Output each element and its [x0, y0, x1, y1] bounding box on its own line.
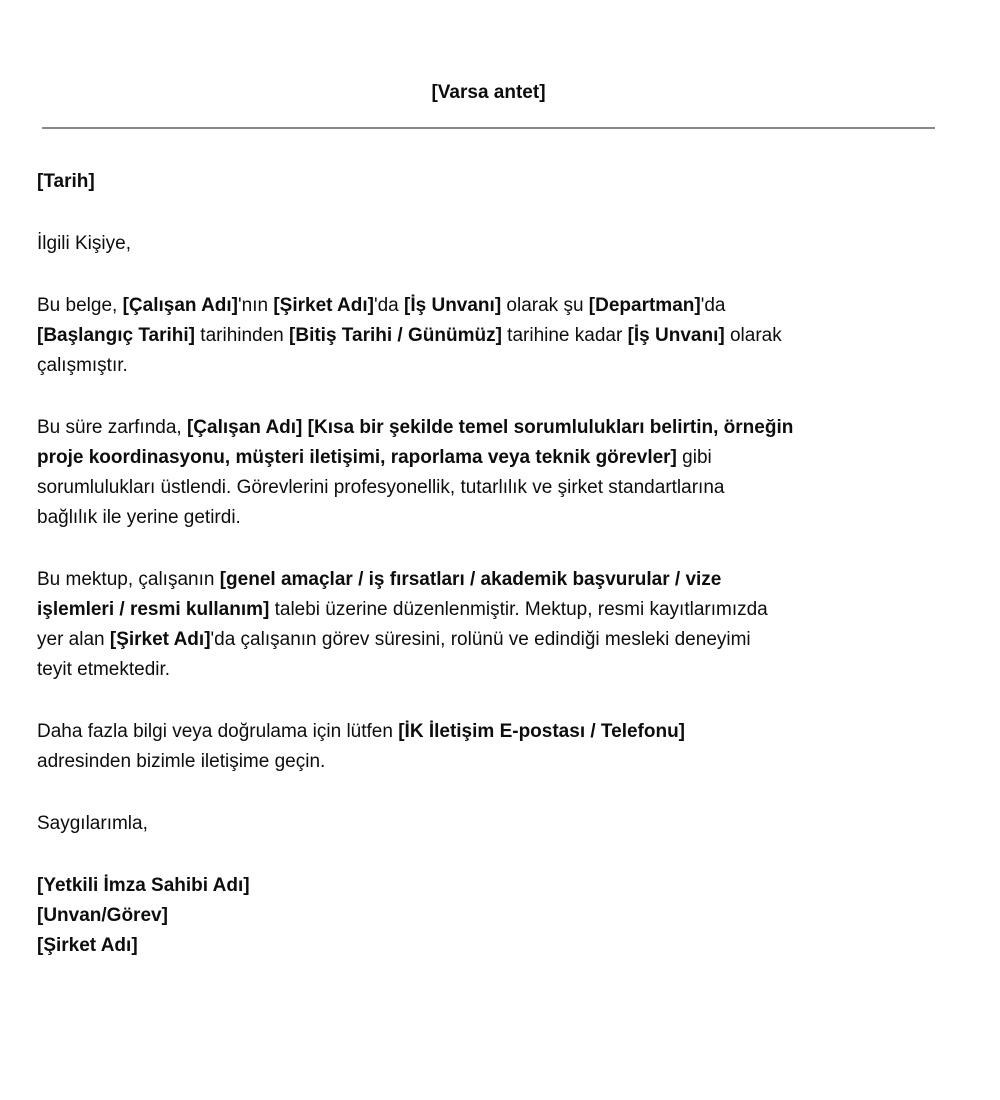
text-run: Bu süre zarfında,: [37, 417, 187, 438]
text-run: bağlılık ile yerine getirdi.: [37, 507, 241, 528]
placeholder-responsibilities-1: [Çalışan Adı] [Kısa bir şekilde temel sorumlulukları belirtin, örneğin: [186, 417, 794, 438]
text-run: 'da: [373, 295, 405, 316]
placeholder-purpose-2: işlemleri / resmi kullanım]: [37, 599, 270, 620]
placeholder-purpose-1: [genel amaçlar / iş fırsatları / akademik başvurular / vize: [219, 569, 722, 590]
text-run: adresinden bizimle iletişime geçin.: [37, 751, 326, 772]
text-run: gibi: [676, 447, 712, 468]
text-run: talebi üzerine düzenlenmiştir. Mektup, resmi kayıtlarımızda: [269, 599, 768, 620]
text-run: yer alan: [37, 629, 110, 650]
text-run: 'da: [700, 295, 726, 316]
text-run: 'da çalışanın görev süresini, rolünü ve edindiği mesleki deneyimi: [210, 629, 751, 650]
date-line: [Tarih]: [37, 171, 95, 192]
text-run: olarak şu: [501, 295, 589, 316]
salutation: İlgili Kişiye,: [37, 233, 131, 254]
text-run: olarak: [724, 325, 782, 346]
placeholder-company-name: [Şirket Adı]: [273, 295, 374, 316]
placeholder-employee-name: [Çalışan Adı]: [122, 295, 238, 316]
signature-company: [Şirket Adı]: [37, 935, 138, 956]
placeholder-job-title: [İş Unvanı]: [627, 325, 725, 346]
placeholder-start-date: [Başlangıç Tarihi]: [37, 325, 196, 346]
text-run: tarihinden: [195, 325, 290, 346]
closing: Saygılarımla,: [37, 813, 148, 834]
placeholder-company-name: [Şirket Adı]: [109, 629, 211, 650]
signature-title: [Unvan/Görev]: [37, 905, 168, 926]
placeholder-responsibilities-2: proje koordinasyonu, müşteri iletişimi, raporlama veya teknik görevler]: [37, 447, 677, 468]
paragraph-purpose: [37, 565, 940, 685]
signature-name: [Yetkili İmza Sahibi Adı]: [37, 875, 250, 896]
text-run: 'nın: [238, 295, 274, 316]
text-run: tarihine kadar: [501, 325, 628, 346]
text-run: Bu mektup, çalışanın: [37, 569, 220, 590]
placeholder-hr-contact: [İK İletişim E-postası / Telefonu]: [398, 721, 686, 742]
placeholder-end-date: [Bitiş Tarihi / Günümüz]: [289, 325, 502, 346]
text-run: teyit etmektedir.: [37, 659, 171, 680]
text-run: Bu belge,: [37, 295, 123, 316]
letterhead-divider: [42, 127, 935, 129]
signature-block: [37, 871, 940, 961]
letterhead-placeholder: [Varsa antet]: [431, 82, 546, 103]
placeholder-department: [Departman]: [588, 295, 701, 316]
paragraph-contact: [37, 717, 940, 777]
text-run: Daha fazla bilgi veya doğrulama için lütfen: [37, 721, 399, 742]
paragraph-duties: [37, 413, 940, 533]
text-run: sorumlulukları üstlendi. Görevlerini profesyonellik, tutarlılık ve şirket standartlarına: [37, 477, 725, 498]
placeholder-job-title: [İş Unvanı]: [404, 295, 502, 316]
text-run: çalışmıştır.: [37, 355, 128, 376]
paragraph-employment: [37, 291, 940, 381]
